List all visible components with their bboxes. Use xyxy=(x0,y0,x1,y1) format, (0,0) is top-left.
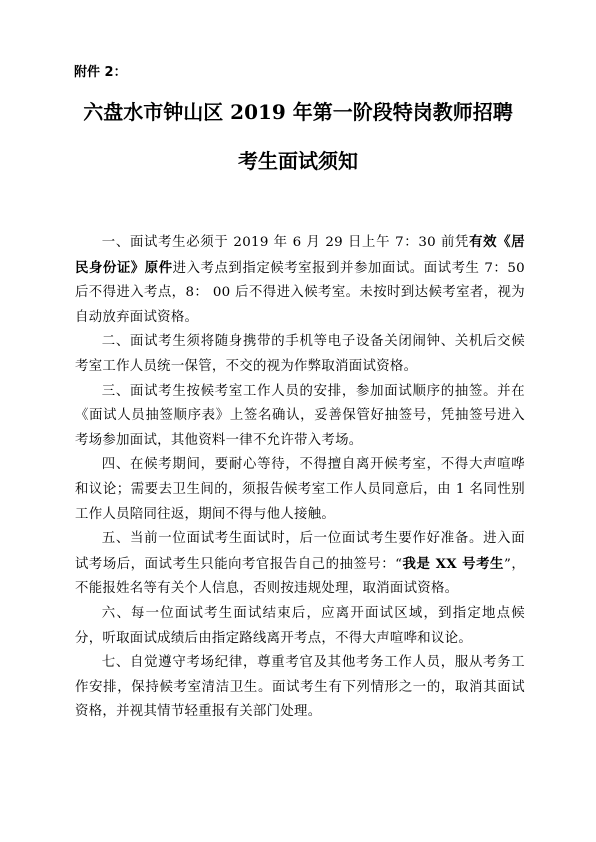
paragraph-4-text: 四、在候考期间，要耐心等待，不得擅自离开候考室，不得大声喧哗和议论；需要去卫生间的，须报告候考室工作人员同意后，由 1 名同性别工作人员陪同往返，期间不得与他人接触。 xyxy=(75,457,525,522)
paragraph-5-text-a: 五、当前一位面试考生面试时，后一位面试考生要作好准备。进入面试考场后，面试考生只能向考官报告自己的抽签号：“ xyxy=(75,531,525,572)
paragraph-7 xyxy=(75,651,525,725)
paragraph-1 xyxy=(75,230,525,330)
paragraph-5-bold-candidate-number: 我是 XX 号考生 xyxy=(402,555,504,572)
attachment-label: 附件 2： xyxy=(74,65,127,80)
paragraph-2 xyxy=(75,330,525,379)
paragraph-4 xyxy=(75,453,525,527)
paragraph-6 xyxy=(75,602,525,651)
paragraph-5 xyxy=(75,527,525,602)
document-title-line-2: 考生面试须知 xyxy=(238,149,358,173)
paragraph-1-text-a: 一、面试考生必须于 2019 年 6 月 29 日上午 7：30 前凭 xyxy=(101,235,470,250)
document-title-line-1: 六盘水市钟山区 2019 年第一阶段特岗教师招聘 xyxy=(83,100,513,124)
paragraph-7-text: 七、自觉遵守考场纪律，尊重考官及其他考务工作人员，服从考务工作安排，保持候考室清洁卫生。面试考生有下列情形之一的，取消其面试资格，并视其情节轻重报有关部门处理。 xyxy=(75,655,525,720)
paragraph-3 xyxy=(75,380,525,454)
paragraph-1-text-b: 进入考点到指定候考室报到并参加面试。面试考生 7：50 后不得进入考点，8： 00 后不得进入候考室。未按时到达候考室者，视为自动放弃面试资格。 xyxy=(75,260,525,325)
paragraph-1-bold-id-card: 有效《居民身份证》原件 xyxy=(75,234,525,276)
paragraph-2-text: 二、面试考生须将随身携带的手机等电子设备关闭闹钟、关机后交候考室工作人员统一保管，不交的视为作弊取消面试资格。 xyxy=(75,334,525,374)
document-body xyxy=(75,230,525,725)
paragraph-3-text: 三、面试考生按候考室工作人员的安排，参加面试顺序的抽签。并在《面试人员抽签顺序表》上签名确认，妥善保管好抽签号，凭抽签号进入考场参加面试，其他资料一律不允许带入考场。 xyxy=(75,383,525,448)
paragraph-5-text-b: ”，不能报姓名等有关个人信息，否则按违规处理，取消面试资格。 xyxy=(75,556,526,597)
paragraph-6-text: 六、每一位面试考生面试结束后，应离开面试区域，到指定地点候分，听取面试成绩后由指定路线离开考点，不得大声喧哗和议论。 xyxy=(75,605,525,646)
